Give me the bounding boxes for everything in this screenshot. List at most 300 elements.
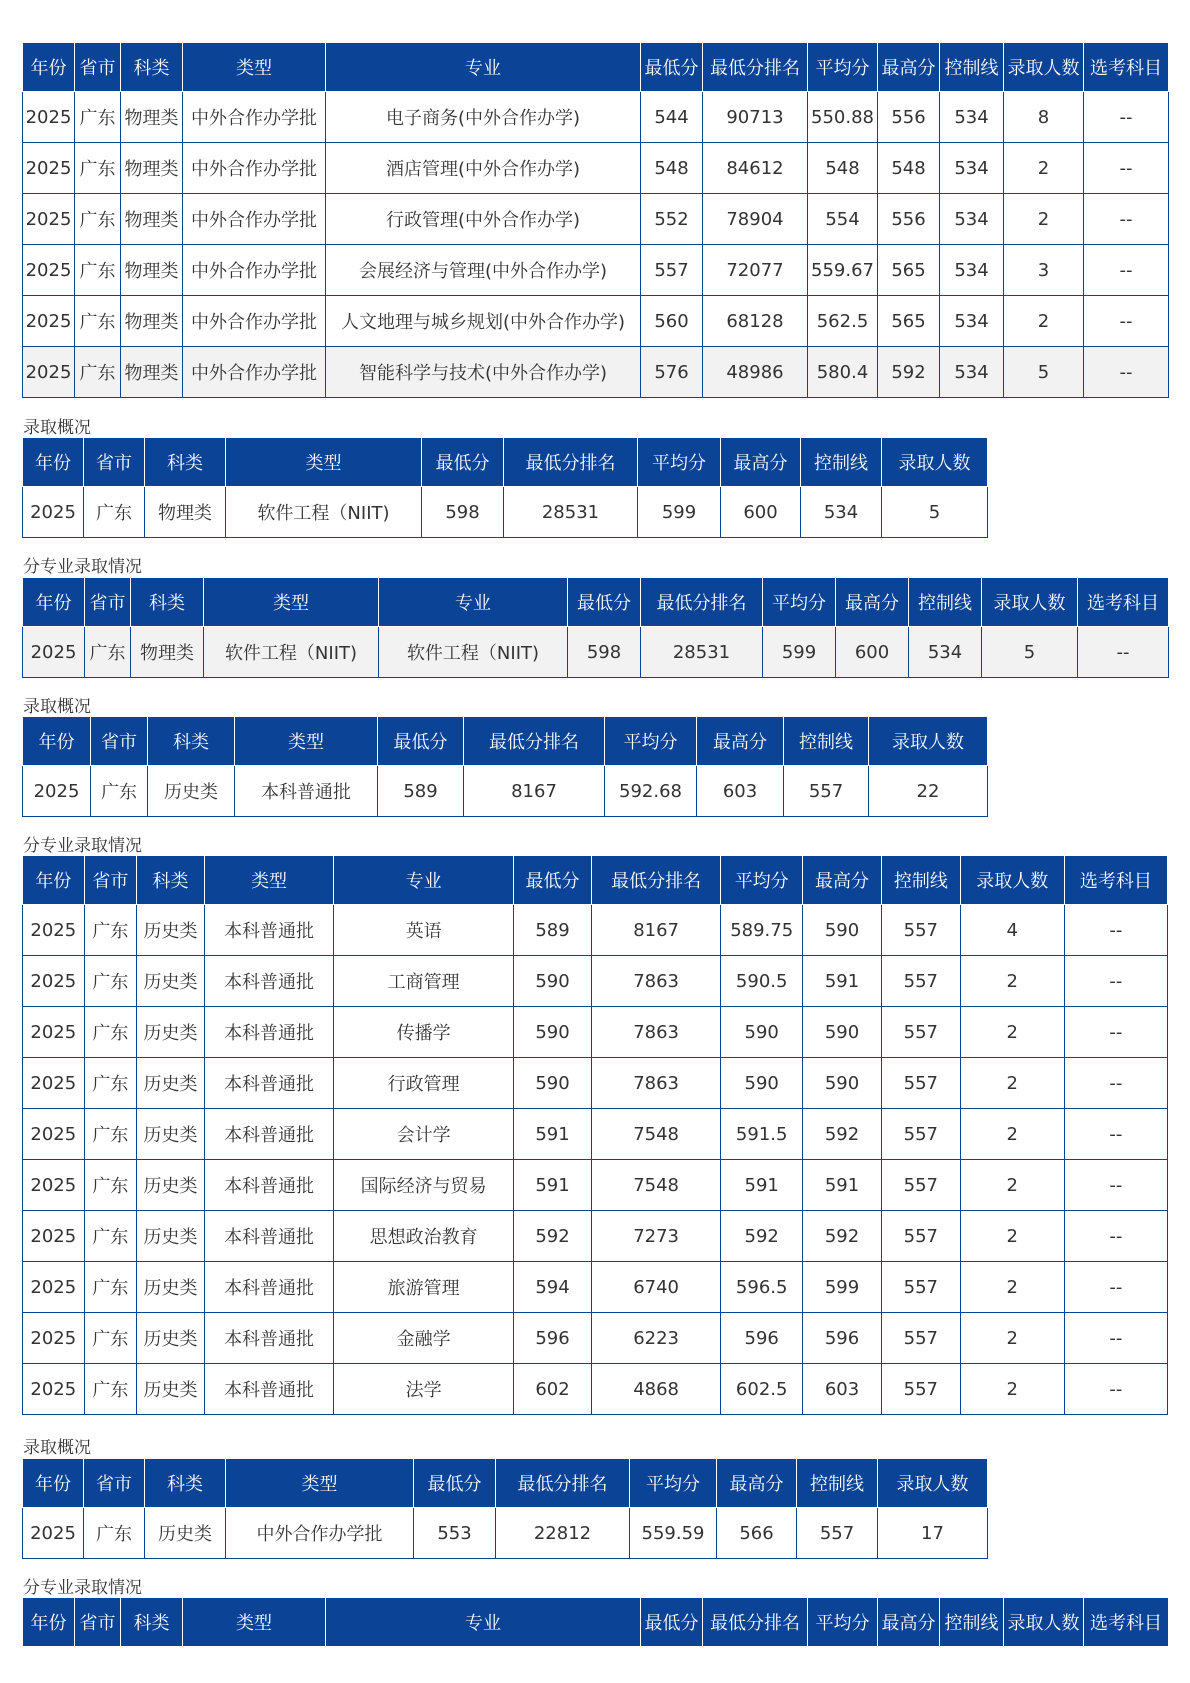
table-cell: 557 xyxy=(881,1364,960,1415)
table-cell: 2025 xyxy=(23,245,75,296)
column-header: 控制线 xyxy=(909,578,982,627)
table-5 xyxy=(22,855,1168,1415)
table-cell: 旅游管理 xyxy=(334,1262,514,1313)
table-cell: 591 xyxy=(721,1160,803,1211)
column-header: 省市 xyxy=(85,578,131,627)
table-cell: 559.67 xyxy=(808,245,878,296)
table-row xyxy=(23,1109,1168,1160)
column-header: 类型 xyxy=(204,578,379,627)
column-header: 最低分 xyxy=(641,1598,703,1647)
column-header: 平均分 xyxy=(630,1459,717,1508)
table-cell: 7548 xyxy=(591,1160,720,1211)
table-cell: 557 xyxy=(784,766,869,817)
table-cell: 人文地理与城乡规划(中外合作办学) xyxy=(326,296,641,347)
table-cell: 历史类 xyxy=(137,1160,205,1211)
table-cell: 广东 xyxy=(91,766,148,817)
table-cell: 2025 xyxy=(23,194,75,245)
table-cell: 智能科学与技术(中外合作办学) xyxy=(326,347,641,398)
table-cell: 591.5 xyxy=(721,1109,803,1160)
column-header: 最高分 xyxy=(803,856,882,905)
table-cell: 2 xyxy=(960,1058,1064,1109)
table-cell: 本科普通批 xyxy=(204,1262,333,1313)
table-cell: 548 xyxy=(641,143,703,194)
table-cell: 562.5 xyxy=(808,296,878,347)
header-row xyxy=(23,43,1169,92)
table-row xyxy=(23,1160,1168,1211)
table-cell: 行政管理 xyxy=(334,1058,514,1109)
column-header: 最低分 xyxy=(568,578,641,627)
table-cell: 广东 xyxy=(75,143,121,194)
table-cell: 534 xyxy=(940,347,1004,398)
table-cell: 广东 xyxy=(84,487,145,538)
table-cell: 中外合作办学批 xyxy=(183,143,326,194)
column-header: 平均分 xyxy=(808,43,878,92)
table-cell: 2025 xyxy=(23,627,85,678)
table-cell: 广东 xyxy=(84,1109,137,1160)
table-cell: 600 xyxy=(721,487,801,538)
header-row xyxy=(23,717,988,766)
table-row xyxy=(23,1364,1168,1415)
column-header: 控制线 xyxy=(801,438,882,487)
table-cell: 历史类 xyxy=(148,766,235,817)
table-cell: 2025 xyxy=(23,1058,85,1109)
column-header: 年份 xyxy=(23,1598,75,1647)
table-cell: 596.5 xyxy=(721,1262,803,1313)
table-cell: 中外合作办学批 xyxy=(183,92,326,143)
column-header: 控制线 xyxy=(797,1459,878,1508)
table-cell: 557 xyxy=(641,245,703,296)
column-header: 录取人数 xyxy=(1004,1598,1084,1647)
table-cell: 599 xyxy=(763,627,836,678)
table-cell: 历史类 xyxy=(137,1364,205,1415)
table-cell: 560 xyxy=(641,296,703,347)
table-cell: 历史类 xyxy=(137,1007,205,1058)
table-cell: 2 xyxy=(960,1007,1064,1058)
table-cell: -- xyxy=(1084,245,1169,296)
table-cell: 历史类 xyxy=(137,1058,205,1109)
table-cell: 534 xyxy=(940,245,1004,296)
column-header: 科类 xyxy=(137,856,205,905)
table-cell: 557 xyxy=(881,1160,960,1211)
header-row xyxy=(23,1459,988,1508)
table-cell: 2025 xyxy=(23,1211,85,1262)
column-header: 最低分排名 xyxy=(496,1459,630,1508)
table-row xyxy=(23,143,1169,194)
section-caption: 录取概况 xyxy=(23,697,91,717)
table-cell: 工商管理 xyxy=(334,956,514,1007)
table-cell: 软件工程（NIIT) xyxy=(226,487,422,538)
table-cell: 历史类 xyxy=(137,905,205,956)
table-cell: 广东 xyxy=(75,92,121,143)
table-cell: -- xyxy=(1064,1058,1167,1109)
table-cell: 7863 xyxy=(591,956,720,1007)
column-header: 选考科目 xyxy=(1084,43,1169,92)
table-cell: 590 xyxy=(721,1058,803,1109)
column-header: 平均分 xyxy=(763,578,836,627)
table-cell: -- xyxy=(1084,194,1169,245)
column-header: 最低分排名 xyxy=(504,438,638,487)
table-row xyxy=(23,1262,1168,1313)
column-header: 科类 xyxy=(148,717,235,766)
table-cell: 7863 xyxy=(591,1058,720,1109)
table-cell: 传播学 xyxy=(334,1007,514,1058)
table-7 xyxy=(22,1597,1169,1647)
table-row xyxy=(23,627,1169,678)
table-cell: 2 xyxy=(960,956,1064,1007)
column-header: 选考科目 xyxy=(1078,578,1169,627)
table-cell: 广东 xyxy=(84,905,137,956)
column-header: 录取人数 xyxy=(882,438,988,487)
table-cell: 557 xyxy=(797,1508,878,1559)
table-row xyxy=(23,296,1169,347)
table-cell: 2 xyxy=(1004,143,1084,194)
column-header: 年份 xyxy=(23,438,84,487)
table-cell: 本科普通批 xyxy=(204,905,333,956)
table-cell: 68128 xyxy=(703,296,808,347)
table-row xyxy=(23,905,1168,956)
column-header: 最高分 xyxy=(721,438,801,487)
column-header: 年份 xyxy=(23,578,85,627)
column-header: 平均分 xyxy=(721,856,803,905)
table-cell: 591 xyxy=(803,956,882,1007)
table-cell: 中外合作办学批 xyxy=(183,194,326,245)
column-header: 科类 xyxy=(145,1459,226,1508)
table-cell: 72077 xyxy=(703,245,808,296)
table-cell: 590 xyxy=(803,1007,882,1058)
table-cell: 2 xyxy=(960,1211,1064,1262)
table-cell: 中外合作办学批 xyxy=(226,1508,414,1559)
table-cell: 534 xyxy=(940,143,1004,194)
table-cell: 598 xyxy=(568,627,641,678)
table-cell: 599 xyxy=(638,487,721,538)
table-cell: 592 xyxy=(803,1109,882,1160)
table-cell: 2 xyxy=(1004,194,1084,245)
column-header: 类型 xyxy=(204,856,333,905)
table-cell: 广东 xyxy=(75,347,121,398)
header-row xyxy=(23,438,988,487)
table-cell: 78904 xyxy=(703,194,808,245)
column-header: 控制线 xyxy=(784,717,869,766)
table-row xyxy=(23,1058,1168,1109)
table-cell: 557 xyxy=(881,1109,960,1160)
column-header: 录取人数 xyxy=(982,578,1078,627)
table-cell: 22 xyxy=(869,766,988,817)
table-cell: 金融学 xyxy=(334,1313,514,1364)
table-cell: 8 xyxy=(1004,92,1084,143)
table-cell: 591 xyxy=(514,1109,592,1160)
column-header: 省市 xyxy=(84,1459,145,1508)
table-cell: 544 xyxy=(641,92,703,143)
column-header: 录取人数 xyxy=(869,717,988,766)
table-cell: 历史类 xyxy=(145,1508,226,1559)
table-cell: 596 xyxy=(514,1313,592,1364)
table-cell: 本科普通批 xyxy=(204,956,333,1007)
table-cell: 566 xyxy=(717,1508,797,1559)
table-cell: 28531 xyxy=(504,487,638,538)
table-cell: 2 xyxy=(960,1160,1064,1211)
table-cell: 602.5 xyxy=(721,1364,803,1415)
column-header: 类型 xyxy=(235,717,378,766)
table-cell: 会计学 xyxy=(334,1109,514,1160)
table-cell: 广东 xyxy=(84,1058,137,1109)
table-cell: 软件工程（NIIT) xyxy=(379,627,568,678)
column-header: 最高分 xyxy=(697,717,784,766)
table-row xyxy=(23,347,1169,398)
table-cell: 596 xyxy=(803,1313,882,1364)
table-cell: 554 xyxy=(808,194,878,245)
column-header: 年份 xyxy=(23,43,75,92)
column-header: 最低分排名 xyxy=(703,43,808,92)
table-cell: 2025 xyxy=(23,1007,85,1058)
table-cell: -- xyxy=(1084,296,1169,347)
column-header: 平均分 xyxy=(638,438,721,487)
table-cell: 592 xyxy=(514,1211,592,1262)
table-6 xyxy=(22,1458,988,1559)
header-row xyxy=(23,856,1168,905)
column-header: 最高分 xyxy=(836,578,909,627)
table-cell: 本科普通批 xyxy=(204,1364,333,1415)
column-header: 省市 xyxy=(91,717,148,766)
table-cell: 中外合作办学批 xyxy=(183,347,326,398)
table-cell: 物理类 xyxy=(121,92,183,143)
table-row xyxy=(23,194,1169,245)
column-header: 省市 xyxy=(75,1598,121,1647)
table-cell: 2 xyxy=(1004,296,1084,347)
table-cell: 596 xyxy=(721,1313,803,1364)
table-cell: -- xyxy=(1084,143,1169,194)
table-cell: 589.75 xyxy=(721,905,803,956)
table-cell: -- xyxy=(1084,347,1169,398)
table-cell: 550.88 xyxy=(808,92,878,143)
table-cell: 7863 xyxy=(591,1007,720,1058)
table-cell: 2025 xyxy=(23,1262,85,1313)
column-header: 最低分排名 xyxy=(591,856,720,905)
table-cell: 2025 xyxy=(23,296,75,347)
table-cell: 法学 xyxy=(334,1364,514,1415)
table-cell: 17 xyxy=(878,1508,988,1559)
table-cell: 历史类 xyxy=(137,956,205,1007)
header-row xyxy=(23,578,1169,627)
column-header: 科类 xyxy=(145,438,226,487)
table-cell: -- xyxy=(1078,627,1169,678)
column-header: 类型 xyxy=(183,1598,326,1647)
table-row xyxy=(23,1508,988,1559)
table-cell: 2 xyxy=(960,1364,1064,1415)
table-cell: -- xyxy=(1064,1007,1167,1058)
table-cell: 600 xyxy=(836,627,909,678)
table-cell: 2025 xyxy=(23,1109,85,1160)
table-cell: -- xyxy=(1064,1109,1167,1160)
table-cell: 2025 xyxy=(23,1364,85,1415)
column-header: 最低分排名 xyxy=(703,1598,808,1647)
table-cell: 中外合作办学批 xyxy=(183,245,326,296)
table-cell: -- xyxy=(1064,1211,1167,1262)
table-cell: 物理类 xyxy=(121,245,183,296)
table-cell: 5 xyxy=(982,627,1078,678)
table-cell: -- xyxy=(1064,956,1167,1007)
table-cell: -- xyxy=(1064,1364,1167,1415)
table-cell: -- xyxy=(1064,1262,1167,1313)
column-header: 控制线 xyxy=(940,43,1004,92)
table-cell: 2025 xyxy=(23,766,91,817)
column-header: 平均分 xyxy=(808,1598,878,1647)
table-cell: 广东 xyxy=(84,1007,137,1058)
column-header: 专业 xyxy=(326,43,641,92)
table-cell: 565 xyxy=(878,296,940,347)
table-cell: 2025 xyxy=(23,956,85,1007)
column-header: 最低分排名 xyxy=(464,717,605,766)
column-header: 科类 xyxy=(131,578,204,627)
section-caption: 分专业录取情况 xyxy=(23,557,142,577)
table-cell: 559.59 xyxy=(630,1508,717,1559)
table-cell: 2025 xyxy=(23,905,85,956)
table-cell: -- xyxy=(1084,92,1169,143)
table-cell: 603 xyxy=(697,766,784,817)
table-cell: 广东 xyxy=(75,194,121,245)
table-cell: 592 xyxy=(803,1211,882,1262)
table-cell: 2025 xyxy=(23,1313,85,1364)
table-cell: 556 xyxy=(878,194,940,245)
table-cell: 5 xyxy=(882,487,988,538)
table-cell: 602 xyxy=(514,1364,592,1415)
column-header: 类型 xyxy=(183,43,326,92)
table-cell: -- xyxy=(1064,905,1167,956)
column-header: 录取人数 xyxy=(1004,43,1084,92)
table-cell: 软件工程（NIIT) xyxy=(204,627,379,678)
table-cell: 557 xyxy=(881,905,960,956)
table-cell: 思想政治教育 xyxy=(334,1211,514,1262)
table-cell: 电子商务(中外合作办学) xyxy=(326,92,641,143)
column-header: 录取人数 xyxy=(960,856,1064,905)
column-header: 省市 xyxy=(75,43,121,92)
table-cell: 2025 xyxy=(23,143,75,194)
table-cell: 553 xyxy=(414,1508,496,1559)
table-cell: 本科普通批 xyxy=(204,1007,333,1058)
table-cell: 本科普通批 xyxy=(204,1160,333,1211)
section-caption: 分专业录取情况 xyxy=(23,836,142,856)
table-cell: 590 xyxy=(514,1007,592,1058)
table-cell: 557 xyxy=(881,1058,960,1109)
table-cell: 84612 xyxy=(703,143,808,194)
table-cell: 国际经济与贸易 xyxy=(334,1160,514,1211)
table-cell: 广东 xyxy=(85,627,131,678)
column-header: 最低分 xyxy=(641,43,703,92)
table-cell: 历史类 xyxy=(137,1109,205,1160)
column-header: 最低分 xyxy=(378,717,464,766)
table-cell: 6223 xyxy=(591,1313,720,1364)
table-cell: 6740 xyxy=(591,1262,720,1313)
table-cell: 590 xyxy=(514,1058,592,1109)
table-cell: 2025 xyxy=(23,92,75,143)
table-cell: 广东 xyxy=(84,1508,145,1559)
table-cell: 48986 xyxy=(703,347,808,398)
table-cell: 广东 xyxy=(84,956,137,1007)
table-cell: 598 xyxy=(422,487,504,538)
table-cell: 589 xyxy=(514,905,592,956)
table-3 xyxy=(22,577,1169,678)
table-row xyxy=(23,1211,1168,1262)
table-cell: 2 xyxy=(960,1109,1064,1160)
column-header: 省市 xyxy=(84,438,145,487)
table-cell: -- xyxy=(1064,1313,1167,1364)
table-cell: 592 xyxy=(878,347,940,398)
table-row xyxy=(23,245,1169,296)
table-2 xyxy=(22,437,988,538)
table-cell: 本科普通批 xyxy=(235,766,378,817)
table-cell: 2025 xyxy=(23,487,84,538)
table-cell: 556 xyxy=(878,92,940,143)
column-header: 省市 xyxy=(84,856,137,905)
table-row xyxy=(23,92,1169,143)
column-header: 最高分 xyxy=(878,43,940,92)
table-cell: 90713 xyxy=(703,92,808,143)
column-header: 选考科目 xyxy=(1064,856,1167,905)
table-cell: 557 xyxy=(881,1313,960,1364)
table-cell: 590 xyxy=(721,1007,803,1058)
table-cell: 590 xyxy=(514,956,592,1007)
column-header: 最低分 xyxy=(422,438,504,487)
table-cell: 590 xyxy=(803,905,882,956)
table-cell: 534 xyxy=(940,194,1004,245)
table-cell: 本科普通批 xyxy=(204,1313,333,1364)
table-cell: 599 xyxy=(803,1262,882,1313)
table-cell: 历史类 xyxy=(137,1211,205,1262)
table-row xyxy=(23,956,1168,1007)
table-cell: 534 xyxy=(940,296,1004,347)
table-cell: 8167 xyxy=(464,766,605,817)
table-row xyxy=(23,1313,1168,1364)
column-header: 录取人数 xyxy=(878,1459,988,1508)
table-cell: 行政管理(中外合作办学) xyxy=(326,194,641,245)
table-cell: 英语 xyxy=(334,905,514,956)
column-header: 类型 xyxy=(226,438,422,487)
table-cell: 物理类 xyxy=(145,487,226,538)
table-cell: 557 xyxy=(881,1211,960,1262)
column-header: 平均分 xyxy=(605,717,697,766)
column-header: 年份 xyxy=(23,1459,84,1508)
table-cell: 7273 xyxy=(591,1211,720,1262)
table-cell: 534 xyxy=(801,487,882,538)
table-cell: 603 xyxy=(803,1364,882,1415)
table-cell: 广东 xyxy=(84,1313,137,1364)
table-cell: 580.4 xyxy=(808,347,878,398)
table-cell: 590.5 xyxy=(721,956,803,1007)
table-cell: 4868 xyxy=(591,1364,720,1415)
table-cell: 28531 xyxy=(641,627,763,678)
table-cell: 本科普通批 xyxy=(204,1109,333,1160)
table-cell: 534 xyxy=(909,627,982,678)
section-caption: 录取概况 xyxy=(23,418,91,438)
table-cell: 4 xyxy=(960,905,1064,956)
table-cell: 物理类 xyxy=(121,296,183,347)
table-cell: 中外合作办学批 xyxy=(183,296,326,347)
table-cell: 548 xyxy=(878,143,940,194)
table-cell: 物理类 xyxy=(121,347,183,398)
table-cell: 557 xyxy=(881,1007,960,1058)
table-cell: 广东 xyxy=(84,1160,137,1211)
column-header: 最高分 xyxy=(878,1598,940,1647)
column-header: 选考科目 xyxy=(1084,1598,1169,1647)
table-cell: 2 xyxy=(960,1262,1064,1313)
table-cell: 广东 xyxy=(75,245,121,296)
table-4 xyxy=(22,716,988,817)
table-cell: 2 xyxy=(960,1313,1064,1364)
table-cell: 物理类 xyxy=(131,627,204,678)
table-cell: 2025 xyxy=(23,1508,84,1559)
table-cell: 589 xyxy=(378,766,464,817)
table-cell: 594 xyxy=(514,1262,592,1313)
table-cell: -- xyxy=(1064,1160,1167,1211)
